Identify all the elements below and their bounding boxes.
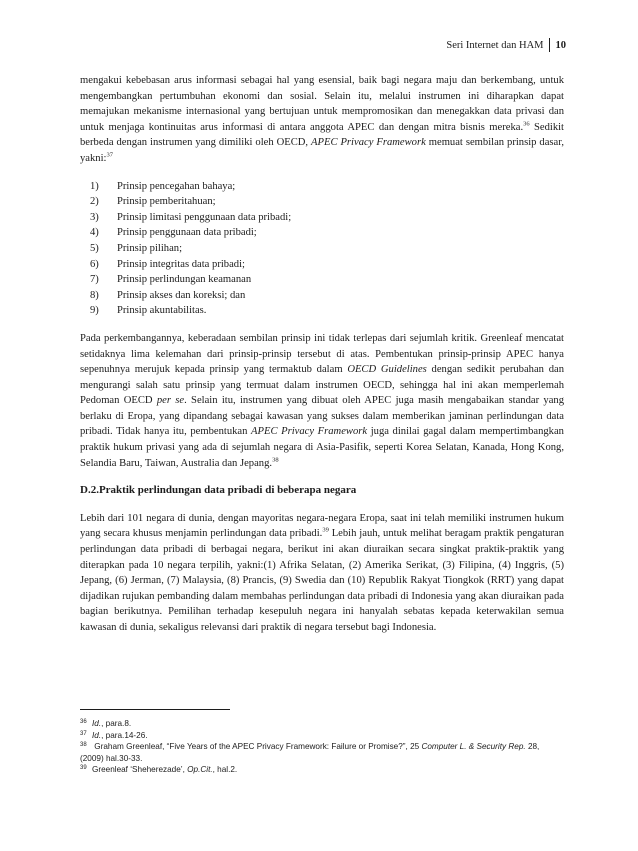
footnote-38-continued: (2009) hal.30-33.	[80, 753, 143, 763]
list-item: 8) Prinsip akses dan koreksi; dan	[90, 289, 246, 301]
page-header	[446, 38, 566, 52]
list-item: 3) Prinsip limitasi penggunaan data pribadi;	[90, 211, 292, 223]
page-number: 10	[555, 39, 566, 51]
footnote-ref-36[interactable]: 36	[523, 120, 530, 128]
list-item: 1) Prinsip pencegahan bahaya;	[90, 180, 236, 192]
list-item: 2) Prinsip pemberitahuan;	[90, 196, 216, 208]
list-item: 6) Prinsip integritas data pribadi;	[90, 258, 245, 270]
footnote-39: 39 Greenleaf ‘Sheherezade’, Op.Cit., hal.2.	[80, 765, 238, 774]
footnote-37: 37 Id., para.14-26.	[80, 730, 148, 740]
footnote-ref-39[interactable]: 39	[322, 526, 329, 534]
principles-list	[80, 179, 564, 319]
list-item: 9) Prinsip akuntabilitas.	[90, 305, 207, 317]
footnote-ref-38[interactable]: 38	[272, 456, 279, 464]
paragraph-criticism: Pada perkembangannya, keberadaan sembilan prinsip ini tidak terlepas dari sejumlah kritik. Greenleaf mencatat setidaknya lima kelemahan dari prinsip-prinsip tersebut di atas. Pembentukan prinsip-prinsip APEC hanya sepenuhnya merujuk kepada prinsip yang termaktub dalam OECD Guidelines dengan sedikit perubahan dan mengurangi salah satu prinsip yang termuat dalam instrumen OECD, sehingga hal ini akan memperlemah Pedoman OECD per se. Selain itu, instrumen yang dibuat oleh APEC juga masih mengabaikan standar yang berlaku di Eropa, yang dipandang sebagai kawasan yang sukses dalam memberikan jaminan perlindungan data pribadi. Tidak hanya itu, pembentukan APEC Privacy Framework juga dinilai gagal dalam mempertimbangkan praktik hukum privasi yang ada di sejumlah negara di Asia-Pasifik, seperti Korea Selatan, Kanada, Hong Kong, Selandia Baru, Taiwan, Australia dan Jepang.$^{38}$	[80, 332, 564, 469]
footnotes	[80, 709, 564, 776]
paragraph-country-practices: Lebih dari 101 negara di dunia, dengan mayoritas negara-negara Eropa, saat ini telah memiliki instrumen hukum yang secara khusus menjamin perlindungan data pribadi.$^{39}$ Lebih jauh, untuk melihat beragam praktik pengaturan perlindungan data pribadi di berbagai negara, berikut ini akan diuraikan secara singkat praktik-praktik yang diterapkan pada 10 negara terpilih, yakni:(1) Afrika Selatan, (2) Amerika Serikat, (3) Filipina, (4) Inggris, (5) Jepang, (6) Jerman, (7) Malaysia, (8) Prancis, (9) Swedia dan (10) Republik Rakyat Tiongkok (RRT) yang dapat dijadikan rujukan pembanding dalam membahas perlindungan data pribadi di Indonesia yang akan diuraikan pada bagian berikutnya. Pemilihan terhadap kesepuluh negara ini hanyalah sebatas kepada keterwakilan semua kawasan di dunia, sekaligus relevansi dari praktik di negara tersebut bagi Indonesia.	[80, 512, 565, 633]
header-separator	[549, 38, 550, 52]
footnote-ref-37[interactable]: 37	[106, 151, 113, 159]
footnote-36: 36 Id., para.8.	[80, 719, 132, 728]
series-title: Seri Internet dan HAM	[446, 39, 544, 51]
list-item: 4) Prinsip penggunaan data pribadi;	[90, 227, 257, 239]
list-item: 7) Prinsip perlindungan keamanan	[90, 274, 252, 286]
main-content	[80, 73, 564, 636]
list-item: 5) Prinsip pilihan;	[90, 242, 183, 254]
section-heading: D.2.Praktik perlindungan data pribadi di beberapa negara	[80, 484, 357, 497]
paragraph-apec-intro: mengakui kebebasan arus informasi sebagai hal yang esensial, baik bagi negara maju dan berkembang, untuk mengembangkan pertumbuhan ekonomi dan sosial. Selain itu, melalui instrumen ini diharapkan dapat memajukan mekanisme internasional yang bertujuan untuk mempromosikan dan menegakkan data privasi dan untuk menjaga kontinuitas arus informasi di antara anggota APEC dan dengan mitra bisnis mereka.$^{36}$ Sedikit berbeda dengan instrumen yang dimiliki oleh OECD, APEC Privacy Framework memuat sembilan prinsip dasar, yakni:$^{37}$	[80, 75, 564, 164]
footnote-divider	[80, 709, 230, 710]
footnote-38: 38 Graham Greenleaf, “Five Years of the APEC Privacy Framework: Failure or Promise?”, 25 Computer L. & Security Rep. 28,	[80, 742, 540, 751]
